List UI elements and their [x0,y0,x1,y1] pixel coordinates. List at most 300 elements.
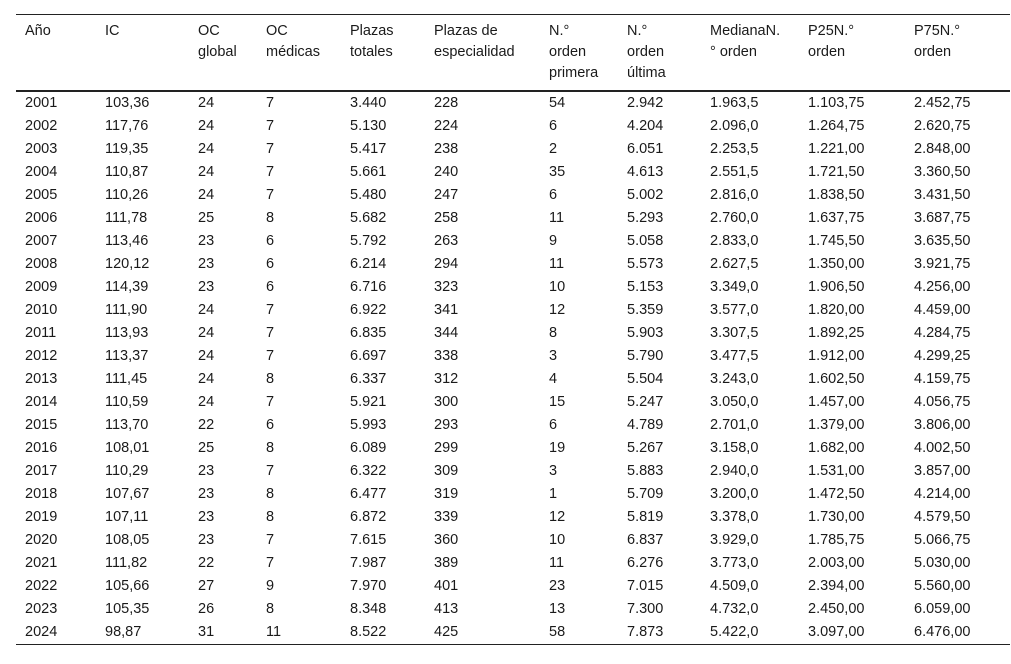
table-cell: 7 [266,463,275,479]
table-cell: 5.066,75 [914,532,971,548]
table-cell: 2013 [25,371,58,387]
table-cell: 3.857,00 [914,463,971,479]
table-cell: 2.394,00 [808,578,865,594]
table-cell: 24 [198,302,215,318]
table-header [16,15,1010,92]
column-header-line: primera [549,65,599,81]
table-cell: 319 [434,486,459,502]
table-cell: 5.030,00 [914,555,971,571]
table-cell: 114,39 [105,279,149,295]
table-cell: 2022 [25,578,58,594]
table-row [16,322,1010,345]
table-cell: 107,67 [105,486,150,502]
table-cell: 8 [266,440,275,456]
table-cell: 108,01 [105,440,150,456]
table-cell: 2.627,5 [710,256,759,272]
table-cell: 10 [549,279,566,295]
table-cell: 2021 [25,555,58,571]
table-cell: 6.337 [350,371,387,387]
table-cell: 1.637,75 [808,210,865,226]
table-body [16,91,1010,645]
table-cell: 2002 [25,118,58,134]
table-cell: 7.015 [627,578,664,594]
table-cell: 4.256,00 [914,279,971,295]
table-cell: 2003 [25,141,58,157]
table-cell: 2007 [25,233,58,249]
table-cell: 294 [434,256,459,272]
table-cell: 7 [266,95,275,111]
table-cell: 7 [266,394,275,410]
table-cell: 6.214 [350,256,387,272]
table-cell: 3.307,5 [710,325,759,341]
table-cell: 5.058 [627,233,664,249]
table-row [16,529,1010,552]
table-cell: 12 [549,302,566,318]
table-cell: 3.050,0 [710,394,759,410]
column-header-line: totales [350,44,393,60]
table-cell: 7.615 [350,532,387,548]
table-cell: 5.883 [627,463,664,479]
table-cell: 3.378,0 [710,509,759,525]
table-cell: 8 [266,509,275,525]
column-header [701,15,799,92]
table-cell: 5.247 [627,394,664,410]
table-cell: 2020 [25,532,58,548]
table-cell: 110,87 [105,164,149,180]
table-cell: 25 [198,210,215,226]
table-cell: 24 [198,325,215,341]
table-cell: 11 [549,210,565,226]
column-header-line: médicas [266,44,320,60]
table-cell: 2016 [25,440,58,456]
table-cell: 1.103,75 [808,95,865,111]
table-cell: 35 [549,164,566,180]
table-cell: 238 [434,141,459,157]
table-cell: 23 [198,532,215,548]
table-cell: 3.431,50 [914,187,971,203]
column-header-line: orden [808,44,846,60]
table-cell: 247 [434,187,459,203]
table-cell: 1.912,00 [808,348,865,364]
table-cell: 58 [540,621,618,645]
table-cell: 338 [434,348,459,364]
table-cell: 5.709 [627,486,664,502]
table-cell: 2.848,00 [914,141,971,157]
table-cell: 13 [549,601,566,617]
column-header [257,15,341,92]
table-row [16,598,1010,621]
table-cell: 240 [434,164,459,180]
table-cell: 9 [549,233,558,249]
table-cell: 2 [549,141,558,157]
table-cell: 2018 [25,486,58,502]
column-header-line: Año [25,23,51,39]
table-cell: 113,37 [105,348,149,364]
table-cell: 3.097,00 [799,621,905,645]
table-cell: 7.300 [627,601,664,617]
table-cell: 7 [266,302,275,318]
column-header-line: IC [105,23,120,39]
table-cell: 6.716 [350,279,387,295]
column-header-line: orden [627,44,665,60]
table-cell: 5.267 [627,440,664,456]
table-cell: 3.806,00 [914,417,971,433]
table-cell: 5.993 [350,417,387,433]
table-cell: 425 [425,621,540,645]
table-cell: 6.835 [350,325,387,341]
table-cell: 2.940,0 [710,463,759,479]
table-cell: 1.721,50 [808,164,865,180]
table-cell: 4.732,0 [710,601,759,617]
table-cell: 5.921 [350,394,387,410]
table-cell: 8 [266,601,275,617]
table-cell: 228 [434,95,459,111]
table-cell: 24 [198,141,215,157]
table-row [16,437,1010,460]
table-cell: 3.200,0 [710,486,759,502]
table-cell: 5.359 [627,302,664,318]
table-cell: 2.942 [627,95,664,111]
table-cell: 3.243,0 [710,371,759,387]
column-header-line: global [198,44,237,60]
table-cell: 1.906,50 [808,279,865,295]
table-cell: 1.838,50 [808,187,865,203]
table-cell: 2.760,0 [710,210,759,226]
table-cell: 2.551,5 [710,164,759,180]
column-header-line: orden [549,44,587,60]
table-cell: 23 [198,463,215,479]
table-cell: 2024 [16,621,96,645]
table-container [16,14,1010,645]
table-cell: 6.476,00 [905,621,1010,645]
table-row [16,184,1010,207]
column-header [341,15,425,92]
table-cell: 344 [434,325,459,341]
table-row [16,253,1010,276]
data-table [16,14,1010,645]
table-cell: 3 [549,463,558,479]
table-cell: 107,11 [105,509,149,525]
table-cell: 2.096,0 [710,118,759,134]
table-cell: 5.293 [627,210,664,226]
table-cell: 105,35 [105,601,150,617]
table-cell: 2.452,75 [914,95,971,111]
column-header-line: última [627,65,666,81]
table-cell: 2001 [25,95,58,111]
table-cell: 4.159,75 [914,371,971,387]
table-cell: 2015 [25,417,58,433]
table-cell: 1.350,00 [808,256,865,272]
table-cell: 6.477 [350,486,387,502]
table-cell: 5.560,00 [914,578,971,594]
table-cell: 24 [198,164,215,180]
table-cell: 4.204 [627,118,664,134]
table-cell: 24 [198,187,215,203]
table-row [16,299,1010,322]
table-cell: 5.153 [627,279,664,295]
table-row [16,161,1010,184]
table-cell: 23 [198,279,215,295]
table-cell: 3.921,75 [914,256,971,272]
table-cell: 1.221,00 [808,141,865,157]
table-cell: 263 [434,233,459,249]
table-cell: 6.276 [627,555,664,571]
table-row [16,345,1010,368]
table-row [16,276,1010,299]
header-row [16,15,1010,92]
table-row [16,506,1010,529]
table-cell: 2.003,00 [808,555,865,571]
table-cell: 8 [266,486,275,502]
table-cell: 2009 [25,279,58,295]
table-cell: 6.872 [350,509,387,525]
table-cell: 1 [549,486,558,502]
table-cell: 2012 [25,348,58,364]
table-cell: 7 [266,118,275,134]
table-cell: 3 [549,348,558,364]
table-cell: 5.792 [350,233,387,249]
table-cell: 23 [198,233,215,249]
table-cell: 24 [198,394,215,410]
table-cell: 4.002,50 [914,440,971,456]
column-header-line: Plazas [350,23,394,39]
table-cell: 7 [266,555,275,571]
table-row [16,91,1010,115]
table-cell: 6 [266,233,275,249]
column-header [905,15,1010,92]
table-cell: 22 [198,417,215,433]
column-header-line: N.° [549,23,570,39]
table-cell: 3.440 [350,95,387,111]
table-cell: 7.970 [350,578,387,594]
table-cell: 25 [198,440,215,456]
table-cell: 23 [549,578,566,594]
table-cell: 413 [434,601,459,617]
table-cell: 2.701,0 [710,417,759,433]
table-cell: 6.051 [627,141,664,157]
table-cell: 5.573 [627,256,664,272]
table-cell: 113,70 [105,417,149,433]
table-cell: 8.522 [341,621,425,645]
table-cell: 111,45 [105,371,148,387]
table-cell: 117,76 [105,118,149,134]
table-cell: 8.348 [350,601,387,617]
table-cell: 22 [198,555,215,571]
table-cell: 2.253,5 [710,141,759,157]
column-header-line: P75N.° [914,23,961,39]
table-cell: 4.509,0 [710,578,759,594]
table-cell: 24 [198,95,215,111]
table-cell: 24 [198,118,215,134]
table-cell: 4 [549,371,558,387]
table-cell: 7.873 [618,621,701,645]
table-row [16,575,1010,598]
table-cell: 4.299,25 [914,348,971,364]
table-cell: 2010 [25,302,58,318]
table-cell: 5.422,0 [701,621,799,645]
table-cell: 1.892,25 [808,325,865,341]
table-cell: 5.417 [350,141,387,157]
table-cell: 6.697 [350,348,387,364]
table-cell: 389 [434,555,459,571]
table-cell: 224 [434,118,459,134]
table-cell: 7 [266,164,275,180]
table-cell: 6.837 [627,532,664,548]
column-header-line: N.° [627,23,648,39]
table-cell: 2004 [25,164,58,180]
column-header [96,15,189,92]
table-row [16,138,1010,161]
table-cell: 3.477,5 [710,348,759,364]
table-cell: 401 [434,578,459,594]
table-cell: 8 [266,371,275,387]
column-header-line: OC [198,23,220,39]
table-cell: 5.002 [627,187,664,203]
table-cell: 309 [434,463,459,479]
table-cell: 6 [549,118,558,134]
table-cell: 2017 [25,463,58,479]
table-cell: 111,78 [105,210,148,226]
table-row [16,483,1010,506]
table-row [16,368,1010,391]
table-cell: 10 [549,532,566,548]
table-cell: 2023 [25,601,58,617]
table-cell: 2014 [25,394,58,410]
table-cell: 6.059,00 [914,601,971,617]
table-cell: 5.504 [627,371,664,387]
table-cell: 6.322 [350,463,387,479]
column-header-line: P25N.° [808,23,855,39]
table-cell: 6 [266,279,275,295]
table-cell: 24 [198,371,215,387]
table-cell: 2005 [25,187,58,203]
table-row [16,230,1010,253]
table-cell: 6 [266,417,275,433]
table-cell: 24 [198,348,215,364]
table-cell: 5.682 [350,210,387,226]
table-row [16,621,1010,645]
table-cell: 11 [257,621,341,645]
table-cell: 3.158,0 [710,440,759,456]
table-cell: 2.833,0 [710,233,759,249]
column-header [425,15,540,92]
table-cell: 7 [266,187,275,203]
table-cell: 8 [266,210,275,226]
table-cell: 3.349,0 [710,279,759,295]
column-header [16,15,96,92]
table-cell: 1.820,00 [808,302,865,318]
table-cell: 4.789 [627,417,664,433]
table-cell: 3.773,0 [710,555,759,571]
table-cell: 6 [549,187,558,203]
table-cell: 11 [549,555,565,571]
table-cell: 4.613 [627,164,664,180]
table-cell: 5.661 [350,164,387,180]
table-cell: 27 [198,578,215,594]
table-cell: 2011 [25,325,57,341]
column-header-line: OC [266,23,288,39]
table-cell: 7 [266,532,275,548]
table-cell: 7 [266,141,275,157]
table-cell: 110,59 [105,394,149,410]
table-cell: 1.963,5 [710,95,759,111]
table-cell: 300 [434,394,459,410]
table-cell: 1.745,50 [808,233,865,249]
table-cell: 23 [198,486,215,502]
table-cell: 3.360,50 [914,164,971,180]
table-cell: 1.457,00 [808,394,865,410]
column-header-line: ° orden [710,44,757,60]
table-cell: 5.903 [627,325,664,341]
table-cell: 6.922 [350,302,387,318]
table-row [16,552,1010,575]
table-row [16,414,1010,437]
table-cell: 111,90 [105,302,148,318]
table-cell: 2.620,75 [914,118,971,134]
table-cell: 6.089 [350,440,387,456]
table-cell: 6 [549,417,558,433]
table-cell: 6 [266,256,275,272]
table-cell: 360 [434,532,459,548]
table-cell: 113,46 [105,233,149,249]
table-cell: 339 [434,509,459,525]
table-cell: 7 [266,325,275,341]
column-header-line: Plazas de [434,23,498,39]
table-cell: 1.682,00 [808,440,865,456]
table-cell: 5.819 [627,509,664,525]
table-cell: 103,36 [105,95,150,111]
table-cell: 31 [189,621,257,645]
table-cell: 98,87 [96,621,189,645]
table-cell: 8 [549,325,558,341]
table-cell: 3.577,0 [710,302,759,318]
table-cell: 1.264,75 [808,118,865,134]
table-cell: 7.987 [350,555,387,571]
table-cell: 1.730,00 [808,509,865,525]
table-cell: 323 [434,279,459,295]
column-header [540,15,618,92]
table-cell: 5.480 [350,187,387,203]
column-header-line: MedianaN. [710,23,781,39]
table-cell: 293 [434,417,459,433]
table-cell: 3.929,0 [710,532,759,548]
table-cell: 54 [549,95,566,111]
table-cell: 23 [198,509,215,525]
table-cell: 2.450,00 [808,601,865,617]
table-row [16,115,1010,138]
table-cell: 2006 [25,210,58,226]
table-cell: 1.531,00 [808,463,865,479]
table-cell: 3.687,75 [914,210,971,226]
table-cell: 5.790 [627,348,664,364]
table-row [16,460,1010,483]
table-cell: 9 [266,578,275,594]
table-cell: 113,93 [105,325,149,341]
column-header [799,15,905,92]
table-cell: 19 [549,440,566,456]
table-row [16,207,1010,230]
table-cell: 120,12 [105,256,150,272]
column-header [618,15,701,92]
table-cell: 341 [434,302,459,318]
table-cell: 4.579,50 [914,509,971,525]
table-cell: 11 [549,256,565,272]
table-cell: 105,66 [105,578,150,594]
table-cell: 1.472,50 [808,486,865,502]
table-cell: 5.130 [350,118,387,134]
table-cell: 3.635,50 [914,233,971,249]
table-cell: 110,26 [105,187,149,203]
